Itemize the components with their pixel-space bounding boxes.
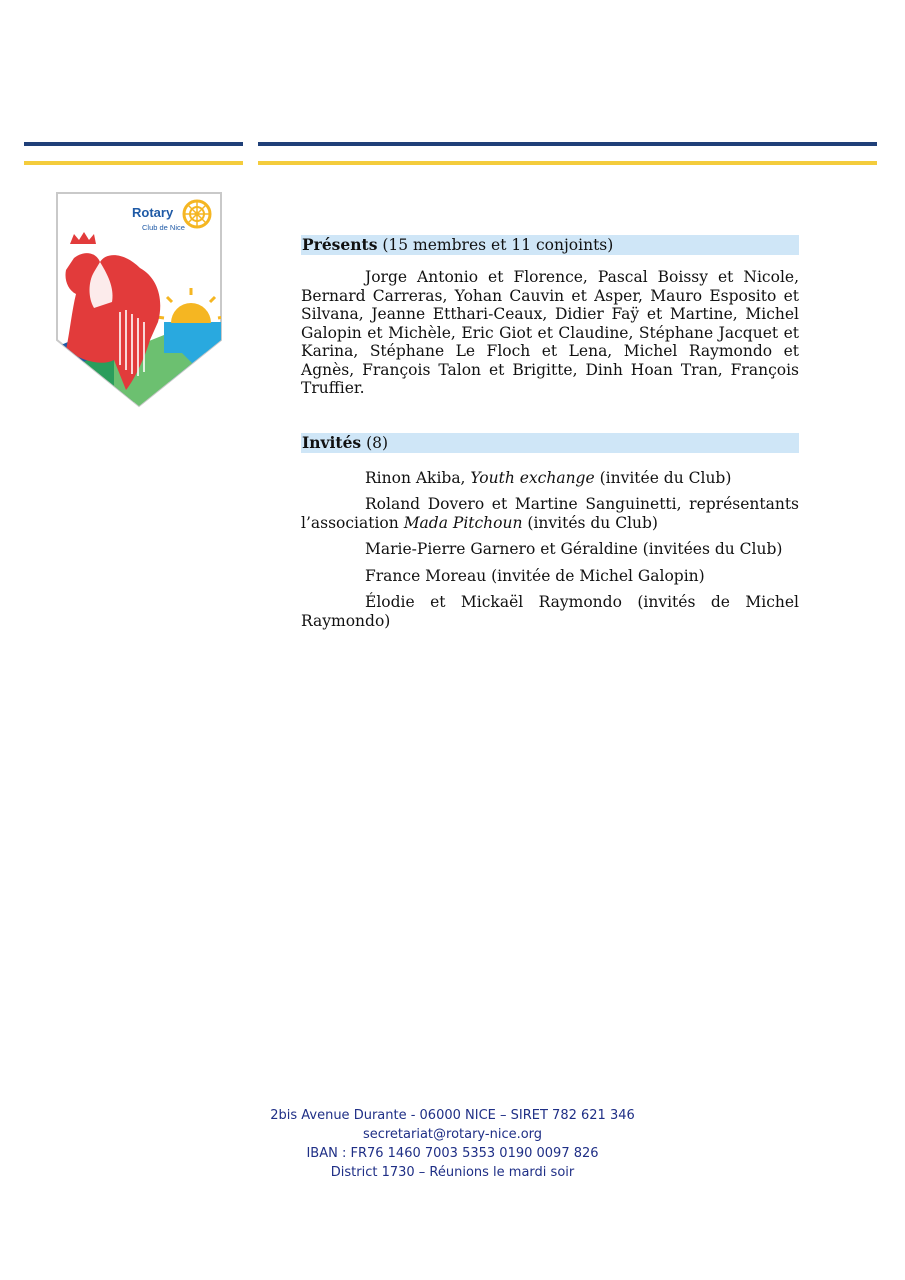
presents-list: Jorge Antonio et Florence, Pascal Boissy et Nicole, Bernard Carreras, Yohan Cauvin et Asper, Mauro Esposito et Silvana, Jeanne Etthari-Ceaux, Didier Faÿ et Martine, Michel Galopin et Michèle, Eric Giot et Claudine, Stéphane Jacquet et Karina, Stéphane Le Floch et Lena, Michel Raymondo et Agnès, François Talon et Brigitte, Dinh Hoan Tran, François Truffier. (301, 268, 799, 397)
invites-heading-bold: Invités (302, 432, 362, 452)
header-rule-left-blue (24, 142, 243, 146)
rotary-wheel-icon (184, 201, 210, 227)
invites-heading (301, 433, 799, 453)
header-rule-right-yellow (258, 161, 877, 165)
presents-heading-rest: (15 membres et 11 conjoints) (377, 236, 614, 254)
attendance-content (301, 235, 799, 638)
rotary-club-logo (54, 190, 224, 410)
presents-heading-bold: Présents (302, 235, 378, 254)
footer-district: District 1730 – Réunions le mardi soir (330, 1165, 575, 1180)
header-rule-left-yellow (24, 161, 243, 165)
footer (0, 1106, 905, 1182)
header-rule-right-blue (258, 142, 877, 146)
invites-heading-rest: (8) (361, 433, 389, 452)
invite-line: Élodie et Mickaël Raymondo (invités de Michel Raymondo) (301, 593, 799, 630)
invite-line: Roland Dovero et Martine Sanguinetti, représentants l’association Mada Pitchoun (invités du Club) (301, 495, 799, 532)
footer-email: secretariat@rotary-nice.org (362, 1127, 543, 1142)
invite-line: France Moreau (invitée de Michel Galopin) (365, 566, 705, 585)
logo-brand: Rotary (132, 205, 174, 220)
footer-address: 2bis Avenue Durante - 06000 NICE – SIRET 782 621 346 (270, 1108, 635, 1123)
invite-line: Rinon Akiba, Youth exchange (invitée du Club) (365, 468, 732, 487)
invites-list (301, 469, 799, 631)
logo-club: Club de Nice (142, 223, 185, 232)
footer-iban: IBAN : FR76 1460 7003 5353 0190 0097 826 (306, 1146, 599, 1161)
presents-heading (301, 235, 799, 255)
invite-line: Marie-Pierre Garnero et Géraldine (invitées du Club) (365, 540, 783, 558)
